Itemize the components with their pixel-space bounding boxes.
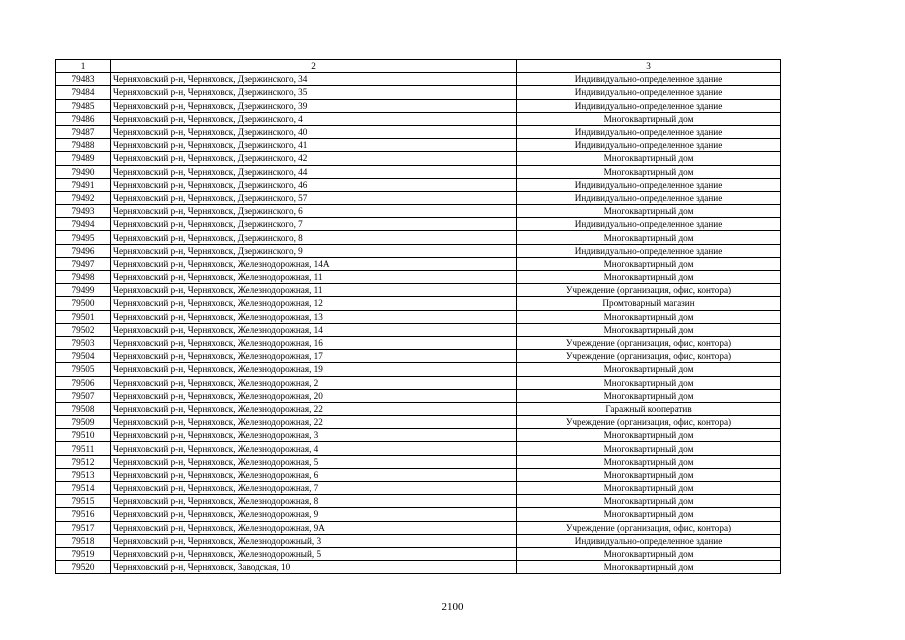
row-type-cell: Многоквартирный дом	[517, 323, 781, 336]
row-type-cell: Многоквартирный дом	[517, 152, 781, 165]
row-number-cell: 79491	[56, 178, 111, 191]
table-row	[56, 455, 781, 468]
row-address-cell: Черняховский р-н, Черняховск, Дзержинского, 44	[111, 165, 517, 178]
row-address-cell: Черняховский р-н, Черняховск, Дзержинского, 40	[111, 125, 517, 138]
row-number-cell: 79502	[56, 323, 111, 336]
row-type-cell: Многоквартирный дом	[517, 495, 781, 508]
row-address-cell: Черняховский р-н, Черняховск, Железнодорожная, 13	[111, 310, 517, 323]
row-number-cell: 79485	[56, 99, 111, 112]
row-address-cell: Черняховский р-н, Черняховск, Железнодорожная, 19	[111, 363, 517, 376]
row-number-cell: 79500	[56, 297, 111, 310]
row-address-cell: Черняховский р-н, Черняховск, Железнодорожная, 11	[111, 271, 517, 284]
table-row	[56, 534, 781, 547]
row-address-cell: Черняховский р-н, Черняховск, Железнодорожная, 6	[111, 468, 517, 481]
row-type-cell: Многоквартирный дом	[517, 389, 781, 402]
row-number-cell: 79496	[56, 244, 111, 257]
row-type-cell: Многоквартирный дом	[517, 468, 781, 481]
header-cell-number: 1	[56, 60, 111, 73]
row-type-cell: Учреждение (организация, офис, контора)	[517, 521, 781, 534]
table-row	[56, 561, 781, 574]
row-address-cell: Черняховский р-н, Черняховск, Железнодорожная, 22	[111, 402, 517, 415]
row-address-cell: Черняховский р-н, Черняховск, Железнодорожная, 7	[111, 482, 517, 495]
row-number-cell: 79503	[56, 336, 111, 349]
row-address-cell: Черняховский р-н, Черняховск, Железнодорожный, 3	[111, 534, 517, 547]
table-row	[56, 376, 781, 389]
row-address-cell: Черняховский р-н, Черняховск, Дзержинского, 9	[111, 244, 517, 257]
row-number-cell: 79506	[56, 376, 111, 389]
row-number-cell: 79501	[56, 310, 111, 323]
row-address-cell: Черняховский р-н, Черняховск, Железнодорожный, 5	[111, 547, 517, 560]
row-address-cell: Черняховский р-н, Черняховск, Дзержинского, 4	[111, 112, 517, 125]
table-row	[56, 244, 781, 257]
table-row	[56, 416, 781, 429]
table-row	[56, 218, 781, 231]
row-number-cell: 79510	[56, 429, 111, 442]
row-number-cell: 79487	[56, 125, 111, 138]
row-type-cell: Индивидуально-определенное здание	[517, 86, 781, 99]
row-type-cell: Индивидуально-определенное здание	[517, 244, 781, 257]
table-row	[56, 350, 781, 363]
row-address-cell: Черняховский р-н, Черняховск, Дзержинского, 57	[111, 191, 517, 204]
registry-table	[55, 59, 781, 574]
row-number-cell: 79520	[56, 561, 111, 574]
table-row	[56, 165, 781, 178]
row-type-cell: Учреждение (организация, офис, контора)	[517, 284, 781, 297]
row-address-cell: Черняховский р-н, Черняховск, Железнодорожная, 2	[111, 376, 517, 389]
row-address-cell: Черняховский р-н, Черняховск, Дзержинского, 41	[111, 139, 517, 152]
table-row	[56, 336, 781, 349]
row-type-cell: Многоквартирный дом	[517, 429, 781, 442]
row-number-cell: 79495	[56, 231, 111, 244]
table-body	[56, 60, 781, 574]
table-row	[56, 125, 781, 138]
row-address-cell: Черняховский р-н, Черняховск, Железнодорожная, 14	[111, 323, 517, 336]
row-type-cell: Многоквартирный дом	[517, 165, 781, 178]
row-address-cell: Черняховский р-н, Черняховск, Дзержинского, 7	[111, 218, 517, 231]
row-type-cell: Многоквартирный дом	[517, 310, 781, 323]
row-address-cell: Черняховский р-н, Черняховск, Дзержинского, 34	[111, 73, 517, 86]
table-row	[56, 389, 781, 402]
table-row	[56, 178, 781, 191]
row-type-cell: Индивидуально-определенное здание	[517, 73, 781, 86]
row-address-cell: Черняховский р-н, Черняховск, Железнодорожная, 22	[111, 416, 517, 429]
row-number-cell: 79517	[56, 521, 111, 534]
row-number-cell: 79514	[56, 482, 111, 495]
table-row	[56, 547, 781, 560]
row-type-cell: Многоквартирный дом	[517, 231, 781, 244]
row-number-cell: 79513	[56, 468, 111, 481]
row-type-cell: Многоквартирный дом	[517, 271, 781, 284]
row-type-cell: Многоквартирный дом	[517, 442, 781, 455]
row-address-cell: Черняховский р-н, Черняховск, Железнодорожная, 8	[111, 495, 517, 508]
row-address-cell: Черняховский р-н, Черняховск, Железнодорожная, 5	[111, 455, 517, 468]
row-address-cell: Черняховский р-н, Черняховск, Железнодорожная, 16	[111, 336, 517, 349]
row-address-cell: Черняховский р-н, Черняховск, Железнодорожная, 9А	[111, 521, 517, 534]
row-type-cell: Индивидуально-определенное здание	[517, 534, 781, 547]
header-cell-address: 2	[111, 60, 517, 73]
table-row	[56, 99, 781, 112]
row-type-cell: Индивидуально-определенное здание	[517, 218, 781, 231]
row-number-cell: 79519	[56, 547, 111, 560]
row-type-cell: Многоквартирный дом	[517, 547, 781, 560]
row-number-cell: 79511	[56, 442, 111, 455]
row-number-cell: 79483	[56, 73, 111, 86]
row-address-cell: Черняховский р-н, Черняховск, Железнодорожная, 9	[111, 508, 517, 521]
table-row	[56, 257, 781, 270]
row-number-cell: 79507	[56, 389, 111, 402]
row-address-cell: Черняховский р-н, Черняховск, Железнодорожная, 3	[111, 429, 517, 442]
row-address-cell: Черняховский р-н, Черняховск, Дзержинского, 42	[111, 152, 517, 165]
table-row	[56, 402, 781, 415]
row-type-cell: Многоквартирный дом	[517, 112, 781, 125]
row-type-cell: Учреждение (организация, офис, контора)	[517, 336, 781, 349]
row-number-cell: 79505	[56, 363, 111, 376]
row-number-cell: 79488	[56, 139, 111, 152]
table-row	[56, 429, 781, 442]
row-type-cell: Промтоварный магазин	[517, 297, 781, 310]
table-row	[56, 482, 781, 495]
row-type-cell: Индивидуально-определенное здание	[517, 125, 781, 138]
table-row	[56, 271, 781, 284]
table-row	[56, 297, 781, 310]
row-type-cell: Учреждение (организация, офис, контора)	[517, 416, 781, 429]
row-address-cell: Черняховский р-н, Черняховск, Заводская, 10	[111, 561, 517, 574]
row-type-cell: Многоквартирный дом	[517, 376, 781, 389]
table-row	[56, 231, 781, 244]
row-number-cell: 79492	[56, 191, 111, 204]
row-type-cell: Многоквартирный дом	[517, 508, 781, 521]
row-type-cell: Учреждение (организация, офис, контора)	[517, 350, 781, 363]
row-type-cell: Многоквартирный дом	[517, 455, 781, 468]
table-row	[56, 191, 781, 204]
row-type-cell: Многоквартирный дом	[517, 363, 781, 376]
header-row	[56, 60, 781, 73]
table-row	[56, 508, 781, 521]
row-address-cell: Черняховский р-н, Черняховск, Железнодорожная, 14А	[111, 257, 517, 270]
row-address-cell: Черняховский р-н, Черняховск, Дзержинского, 6	[111, 205, 517, 218]
row-number-cell: 79516	[56, 508, 111, 521]
table-row	[56, 323, 781, 336]
row-number-cell: 79494	[56, 218, 111, 231]
header-cell-type: 3	[517, 60, 781, 73]
row-number-cell: 79515	[56, 495, 111, 508]
table-row	[56, 152, 781, 165]
row-number-cell: 79484	[56, 86, 111, 99]
row-address-cell: Черняховский р-н, Черняховск, Железнодорожная, 12	[111, 297, 517, 310]
table-row	[56, 112, 781, 125]
table-row	[56, 468, 781, 481]
row-type-cell: Индивидуально-определенное здание	[517, 99, 781, 112]
row-address-cell: Черняховский р-н, Черняховск, Железнодорожная, 20	[111, 389, 517, 402]
row-type-cell: Многоквартирный дом	[517, 482, 781, 495]
row-number-cell: 79493	[56, 205, 111, 218]
row-address-cell: Черняховский р-н, Черняховск, Железнодорожная, 17	[111, 350, 517, 363]
row-type-cell: Гаражный кооператив	[517, 402, 781, 415]
row-address-cell: Черняховский р-н, Черняховск, Дзержинского, 46	[111, 178, 517, 191]
row-type-cell: Многоквартирный дом	[517, 561, 781, 574]
row-number-cell: 79498	[56, 271, 111, 284]
row-type-cell: Индивидуально-определенное здание	[517, 139, 781, 152]
row-number-cell: 79486	[56, 112, 111, 125]
table-row	[56, 310, 781, 323]
table-row	[56, 521, 781, 534]
row-number-cell: 79499	[56, 284, 111, 297]
table-row	[56, 86, 781, 99]
table-row	[56, 139, 781, 152]
row-address-cell: Черняховский р-н, Черняховск, Дзержинского, 8	[111, 231, 517, 244]
table-row	[56, 284, 781, 297]
table-row	[56, 495, 781, 508]
row-number-cell: 79497	[56, 257, 111, 270]
row-type-cell: Многоквартирный дом	[517, 257, 781, 270]
table-row	[56, 205, 781, 218]
row-type-cell: Индивидуально-определенное здание	[517, 178, 781, 191]
row-type-cell: Индивидуально-определенное здание	[517, 191, 781, 204]
row-number-cell: 79490	[56, 165, 111, 178]
row-number-cell: 79508	[56, 402, 111, 415]
row-address-cell: Черняховский р-н, Черняховск, Дзержинского, 39	[111, 99, 517, 112]
row-address-cell: Черняховский р-н, Черняховск, Дзержинского, 35	[111, 86, 517, 99]
table-row	[56, 73, 781, 86]
table-row	[56, 442, 781, 455]
page-number: 2100	[441, 601, 464, 613]
row-number-cell: 79509	[56, 416, 111, 429]
row-type-cell: Многоквартирный дом	[517, 205, 781, 218]
row-number-cell: 79489	[56, 152, 111, 165]
row-number-cell: 79512	[56, 455, 111, 468]
row-number-cell: 79504	[56, 350, 111, 363]
table-row	[56, 363, 781, 376]
row-address-cell: Черняховский р-н, Черняховск, Железнодорожная, 11	[111, 284, 517, 297]
row-address-cell: Черняховский р-н, Черняховск, Железнодорожная, 4	[111, 442, 517, 455]
row-number-cell: 79518	[56, 534, 111, 547]
